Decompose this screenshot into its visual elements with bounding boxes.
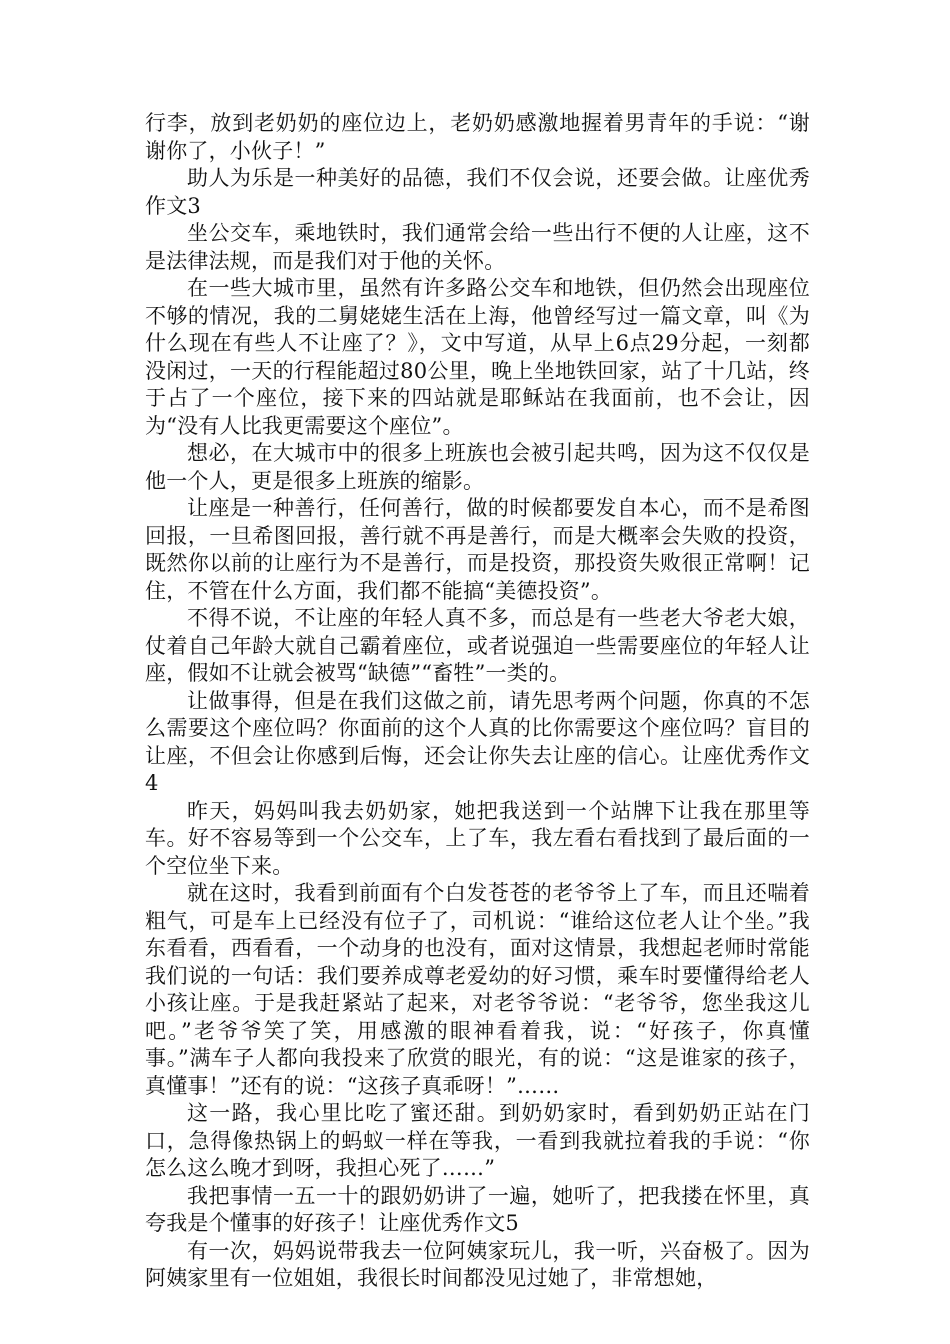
paragraph: 行李，放到老奶奶的座位边上，老奶奶感激地握着男青年的手说：“谢谢你了，小伙子！” bbox=[145, 111, 810, 163]
paragraph: 坐公交车，乘地铁时，我们通常会给一些出行不便的人让座，这不是法律法规，而是我们对于他的关怀。 bbox=[145, 221, 810, 273]
paragraph: 我把事情一五一十的跟奶奶讲了一遍，她听了，把我搂在怀里，真夸我是个懂事的好孩子！让座优秀作文5 bbox=[145, 1183, 810, 1235]
paragraph: 让做事得，但是在我们这做之前，请先思考两个问题，你真的不怎么需要这个座位吗？你面前的这个人真的比你需要这个座位吗？盲目的让座，不但会让你感到后悔，还会让你失去让座的信心。让座优秀作文4 bbox=[145, 688, 810, 795]
paragraph: 这一路，我心里比吃了蜜还甜。到奶奶家时，看到奶奶正站在门口，急得像热锅上的蚂蚁一样在等我，一看到我就拉着我的手说：“你怎么这么晚才到呀，我担心死了……” bbox=[145, 1101, 810, 1180]
paragraph: 想必，在大城市中的很多上班族也会被引起共鸣，因为这不仅仅是他一个人，更是很多上班族的缩影。 bbox=[145, 441, 810, 493]
paragraph: 不得不说，不让座的年轻人真不多，而总是有一些老大爷老大娘，仗着自己年龄大就自己霸着座位，或者说强迫一些需要座位的年轻人让座，假如不让就会被骂“缺德”“畜牲”一类的。 bbox=[145, 606, 810, 685]
paragraph: 在一些大城市里，虽然有许多路公交车和地铁，但仍然会出现座位不够的情况，我的二舅姥姥生活在上海，他曾经写过一篇文章，叫《为什么现在有些人不让座了？》，文中写道，从早上6点29分起，一刻都没闲过，一天的行程能超过80公里，晚上坐地铁回家，站了十几站，终于占了一个座位，接下来的四站就是耶稣站在我面前，也不会让，因为“没有人比我更需要这个座位”。 bbox=[145, 276, 810, 438]
document-body bbox=[145, 110, 810, 1293]
paragraph: 让座是一种善行，任何善行，做的时候都要发自本心，而不是希图回报，一旦希图回报，善行就不再是善行，而是大概率会失败的投资，既然你以前的让座行为不是善行，而是投资，那投资失败很正常啊！记住，不管在什么方面，我们都不能搞“美德投资”。 bbox=[145, 496, 810, 603]
paragraph: 助人为乐是一种美好的品德，我们不仅会说，还要会做。让座优秀作文3 bbox=[145, 166, 810, 218]
paragraph: 昨天，妈妈叫我去奶奶家，她把我送到一个站牌下让我在那里等车。好不容易等到一个公交车，上了车，我左看右看找到了最后面的一个空位坐下来。 bbox=[145, 798, 810, 878]
paragraph: 有一次，妈妈说带我去一位阿姨家玩儿，我一听，兴奋极了。因为阿姨家里有一位姐姐，我很长时间都没见过她了，非常想她， bbox=[145, 1238, 810, 1290]
paragraph: 就在这时，我看到前面有个白发苍苍的老爷爷上了车，而且还喘着粗气，可是车上已经没有位子了，司机说：“谁给这位老人让个坐。”我东看看，西看看，一个动身的也没有，面对这情景，我想起老师时常能我们说的一句话：我们要养成尊老爱幼的好习惯，乘车时要懂得给老人小孩让座。于是我赶紧站了起来，对老爷爷说：“老爷爷，您坐我这儿吧。”老爷爷笑了笑，用感激的眼神看着我，说：“好孩子，你真懂事。”满车子人都向我投来了欣赏的眼光，有的说：“这是谁家的孩子，真懂事！”还有的说：“这孩子真乖呀！”…… bbox=[145, 881, 810, 1098]
